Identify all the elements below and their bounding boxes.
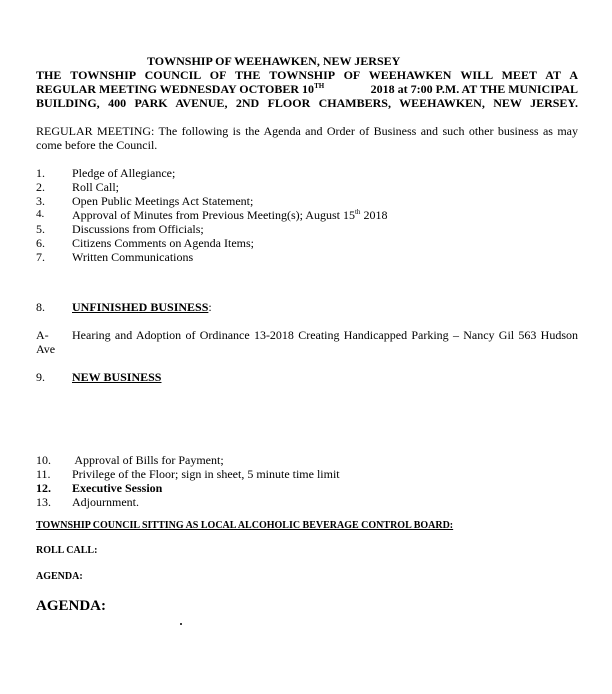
item-text: Approval of Bills for Payment; [72,453,224,467]
section-heading: NEW BUSINESS [72,370,162,384]
section-heading: UNFINISHED BUSINESS: [72,300,212,314]
section-number: 8. [36,300,45,314]
item-text: Privilege of the Floor; sign in sheet, 5 minute time limit [72,467,340,481]
item-text: Citizens Comments on Agenda Items; [72,236,254,250]
agenda-heading-large: AGENDA: [36,598,106,614]
ordinance-line-2: Ave [36,342,56,356]
item-letter: A- [36,328,49,342]
bullet-dot [180,623,182,625]
section-number: 9. [36,370,45,384]
item-number: 1. [36,166,45,180]
item-text: Discussions from Officials; [72,222,204,236]
header-line-2-time: 2018 at 7:00 P.M. AT THE MUNICIPAL [370,82,578,96]
item-text: Roll Call; [72,180,120,194]
item-number: 5. [36,222,45,236]
item-text: Adjournment. [72,495,139,509]
item-text: Written Communications [72,250,194,264]
abc-board-heading: TOWNSHIP COUNCIL SITTING AS LOCAL ALCOHOLIC BEVERAGE CONTROL BOARD: [36,520,454,531]
ordinance-line-1: Hearing and Adoption of Ordinance 13-2018 Creating Handicapped Parking – Nancy Gil 563 Hudson [72,328,578,342]
document-title: TOWNSHIP OF WEEHAWKEN, NEW JERSEY [147,54,401,68]
intro-line-1: REGULAR MEETING: The following is the Agenda and Order of Business and such other business as may [36,124,578,138]
item-number: 2. [36,180,45,194]
item-text: Approval of Minutes from Previous Meeting(s); August 15th 2018 [72,208,388,222]
item-number: 12. [36,481,51,495]
item-number: 6. [36,236,45,250]
header-line-3: BUILDING, 400 PARK AVENUE, 2ND FLOOR CHAMBERS, WEEHAWKEN, NEW JERSEY. [36,96,578,110]
item-text: Executive Session [72,481,163,495]
item-number: 7. [36,250,45,264]
item-number: 13. [36,495,51,509]
item-number: 11. [36,467,51,481]
header-line-2-date: REGULAR MEETING WEDNESDAY OCTOBER 10TH [36,82,325,96]
header-line-1: THE TOWNSHIP COUNCIL OF THE TOWNSHIP OF WEEHAWKEN WILL MEET AT A [36,68,578,82]
item-text: Pledge of Allegiance; [72,166,176,180]
header-line-2 [36,82,578,97]
roll-call-label: ROLL CALL: [36,545,98,556]
intro-line-2: come before the Council. [36,138,158,152]
item-number: 3. [36,194,45,208]
item-number: 10. [36,453,51,467]
agenda-label: AGENDA: [36,571,83,582]
item-text: Open Public Meetings Act Statement; [72,194,254,208]
item-number: 4. [36,208,45,220]
